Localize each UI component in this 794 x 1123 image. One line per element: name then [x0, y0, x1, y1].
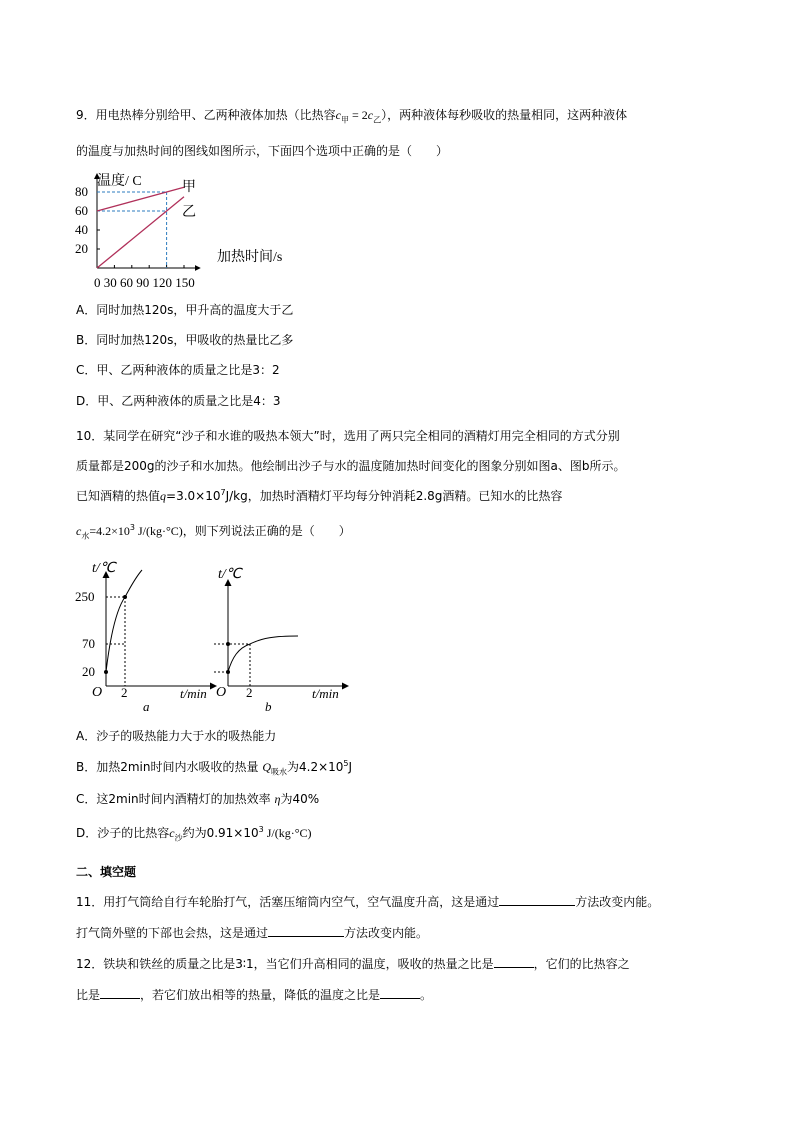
q11-blank-2[interactable]	[268, 925, 344, 937]
graph-a-curve	[106, 570, 142, 672]
q9-temperature-chart	[70, 170, 310, 292]
q10-graph-b	[212, 558, 352, 716]
graph-a-ylabel: t/℃	[92, 561, 116, 576]
graph-a-point-250	[123, 595, 127, 599]
q11-line1: 11．用打气筒给自行车轮胎打气，活塞压缩筒内空气，空气温度升高，这是通过 方法改变内能。	[76, 895, 660, 909]
q10-graph-a	[70, 558, 220, 716]
q9-option-d[interactable]: D．甲、乙两种液体的质量之比是4：3	[76, 394, 281, 408]
chart-ylabel: 温度/ C	[97, 174, 142, 189]
chart-ytick-label-80: 80	[75, 184, 88, 199]
q10-option-b[interactable]: B．加热2min时间内水吸收的热量 $Q_{吸水}$为$4.2\times 10^5J$	[76, 759, 353, 777]
q12-blank-1[interactable]	[494, 956, 534, 968]
q9-option-c[interactable]: C．甲、乙两种液体的质量之比是3：2	[76, 363, 280, 377]
graph-a-tick-70: 70	[82, 636, 95, 651]
q10-option-c[interactable]: C．这2min时间内酒精灯的加热效率 η为40%	[76, 792, 320, 806]
q12-line1: 12．铁块和铁丝的质量之比是3∶1，当它们升高相同的温度，吸收的热量之比是 ，它们的比热容之	[76, 957, 630, 971]
q9-stem-line2: 的温度与加热时间的图线如图所示，下面四个选项中正确的是（ ）	[76, 144, 449, 158]
graph-b-point-70	[226, 642, 230, 646]
chart-legend-yi: 乙	[182, 205, 196, 220]
q9-stem-line1: 9．用电热棒分别给甲、乙两种液体加热（比热容$c_甲 = 2c_乙$），两种液体每秒吸收的热量相同，这两种液体	[76, 108, 628, 125]
graph-b-curve	[228, 636, 298, 672]
chart-legend-jia: 甲	[182, 180, 196, 195]
q9-option-a[interactable]: A．同时加热120s，甲升高的温度大于乙	[76, 303, 294, 317]
q10-stem-line3: 已知酒精的热值$q=3.0\times 10^7J/kg$，加热时酒精灯平均每分钟消耗2.8g酒精。已知水的比热容	[76, 488, 563, 503]
graph-b-ylabel: t/℃	[218, 567, 242, 582]
q12-line2: 比是 ，若它们放出相等的热量，降低的温度之比是 。	[76, 988, 433, 1002]
chart-ytick-label-60: 60	[75, 203, 88, 218]
q10-stem-line4: $c_水=4.2\times 10^3$ J/(kg·°C)，则下列说法正确的是（ ）	[76, 523, 351, 541]
q10-option-a[interactable]: A．沙子的吸热能力大于水的吸热能力	[76, 729, 277, 743]
q12-blank-3[interactable]	[380, 987, 420, 999]
chart-ytick-label-40: 40	[75, 222, 88, 237]
chart-ytick-label-20: 20	[75, 241, 88, 256]
graph-a-origin: O	[92, 685, 103, 700]
chart-xtick-labels: 0 30 60 90 120 150	[94, 275, 195, 290]
q9-option-b[interactable]: B．同时加热120s，甲吸收的热量比乙多	[76, 333, 294, 347]
q10-stem-line1: 10．某同学在研究“沙子和水谁的吸热本领大”时，选用了两只完全相同的酒精灯用完全相同的方式分别	[76, 429, 620, 443]
graph-a-xlabel: t/min	[180, 686, 207, 701]
q12-blank-2[interactable]	[100, 987, 140, 999]
graph-b-tick-2: 2	[246, 685, 253, 700]
q11-blank-1[interactable]	[499, 894, 575, 906]
q10-option-d[interactable]: D．沙子的比热容$c_沙$约为$0.91\times 10^3$ J/(kg·°C)	[76, 825, 312, 843]
graph-a-tick-250: 250	[75, 589, 95, 604]
graph-b-start-point	[226, 670, 230, 674]
graph-b-caption: b	[265, 699, 272, 714]
graph-b-origin: O	[216, 685, 227, 700]
q10-stem-line2: 质量都是200g的沙子和水加热。他绘制出沙子与水的温度随加热时间变化的图象分别如图a、图b所示。	[76, 459, 626, 473]
chart-xlabel: 加热时间/s	[217, 250, 283, 265]
graph-a-tick-2: 2	[121, 685, 128, 700]
graph-b-xlabel: t/min	[312, 686, 339, 701]
graph-a-caption: a	[143, 699, 150, 714]
section-title-fill-blank: 二、填空题	[76, 865, 137, 879]
graph-a-start-point	[104, 670, 108, 674]
q11-line2: 打气筒外壁的下部也会热，这是通过 方法改变内能。	[76, 926, 429, 940]
graph-a-tick-20: 20	[82, 664, 95, 679]
